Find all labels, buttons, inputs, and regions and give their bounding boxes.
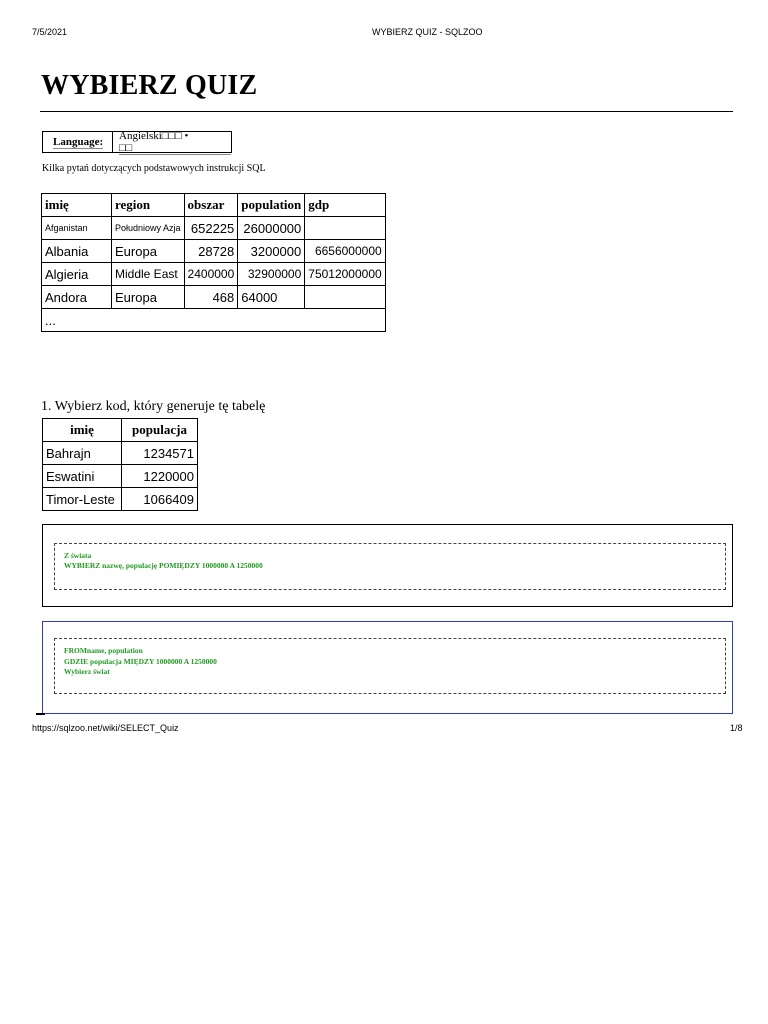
table-cell: 1220000 bbox=[122, 465, 198, 488]
table-row bbox=[42, 286, 386, 309]
table-cell: 1234571 bbox=[122, 442, 198, 465]
table-cell bbox=[305, 217, 385, 240]
world-table bbox=[41, 193, 386, 332]
answer-code-1 bbox=[54, 543, 726, 590]
table-cell: Algieria bbox=[42, 263, 112, 286]
table-cell: 6656000000 bbox=[305, 240, 385, 263]
table-cell: 32900000 bbox=[238, 263, 305, 286]
print-date: 7/5/2021 bbox=[32, 27, 68, 37]
table-ellipsis: ... bbox=[42, 309, 386, 332]
table-row bbox=[43, 442, 198, 465]
result-table-header bbox=[43, 419, 198, 442]
selection-marker bbox=[36, 713, 45, 715]
language-selector[interactable] bbox=[42, 131, 232, 153]
table-cell: 1066409 bbox=[122, 488, 198, 511]
page-title: WYBIERZ QUIZ bbox=[41, 70, 258, 101]
print-header-title: WYBIERZ QUIZ - SQLZOO bbox=[372, 27, 483, 37]
question-1-prompt: 1. Wybierz kod, który generuje tę tabelę bbox=[41, 399, 266, 414]
answer-option-1[interactable] bbox=[42, 524, 733, 607]
title-divider bbox=[40, 111, 733, 112]
code-line: Wybierz świat bbox=[64, 667, 110, 676]
table-cell: 26000000 bbox=[238, 217, 305, 240]
print-footer-url: https://sqlzoo.net/wiki/SELECT_Quiz bbox=[32, 723, 179, 733]
table-cell: 64000 bbox=[238, 286, 305, 309]
code-line: WYBIERZ nazwę, populację POMIĘDZY 1000000 A 1250000 bbox=[64, 561, 263, 570]
table-cell: 652225 bbox=[184, 217, 238, 240]
table-cell: 2400000 bbox=[184, 263, 238, 286]
col-header-region: region bbox=[112, 194, 185, 217]
table-row bbox=[42, 240, 386, 263]
table-cell bbox=[305, 286, 385, 309]
table-cell: Albania bbox=[42, 240, 112, 263]
answer-code-2 bbox=[54, 638, 726, 694]
table-cell: 3200000 bbox=[238, 240, 305, 263]
table-cell: Andora bbox=[42, 286, 112, 309]
table-row bbox=[43, 465, 198, 488]
language-value[interactable]: Angielski□□□ • □□ bbox=[113, 132, 231, 152]
col-header-gdp: gdp bbox=[305, 194, 385, 217]
print-page-number: 1/8 bbox=[730, 723, 743, 733]
table-cell: Europa bbox=[112, 286, 185, 309]
table-cell: Middle East bbox=[112, 263, 185, 286]
table-row bbox=[42, 309, 386, 332]
col-header-name: imię bbox=[42, 194, 112, 217]
table-cell: Bahrajn bbox=[43, 442, 122, 465]
code-line: FROMname, population bbox=[64, 646, 143, 655]
language-label: Language: bbox=[43, 132, 113, 152]
table-row bbox=[42, 263, 386, 286]
col-header-area: obszar bbox=[184, 194, 238, 217]
table-row bbox=[42, 217, 386, 240]
result-table bbox=[42, 418, 198, 511]
answer-option-2[interactable] bbox=[42, 621, 733, 714]
table-cell: Południowy Azja bbox=[112, 217, 185, 240]
table-cell: 28728 bbox=[184, 240, 238, 263]
col-header-population: population bbox=[238, 194, 305, 217]
table-cell: Timor-Leste bbox=[43, 488, 122, 511]
table-cell: Eswatini bbox=[43, 465, 122, 488]
code-line: GDZIE populacja MIĘDZY 1000000 A 1250000 bbox=[64, 656, 217, 666]
world-table-header bbox=[42, 194, 386, 217]
col-header-population: populacja bbox=[122, 419, 198, 442]
intro-text: Kilka pytań dotyczących podstawowych instrukcji SQL bbox=[42, 163, 266, 174]
code-line: Z świata bbox=[64, 551, 92, 560]
table-cell: 75012000000 bbox=[305, 263, 385, 286]
table-cell: Afganistan bbox=[42, 217, 112, 240]
table-row bbox=[43, 488, 198, 511]
table-cell: 468 bbox=[184, 286, 238, 309]
table-cell: Europa bbox=[112, 240, 185, 263]
col-header-name: imię bbox=[43, 419, 122, 442]
